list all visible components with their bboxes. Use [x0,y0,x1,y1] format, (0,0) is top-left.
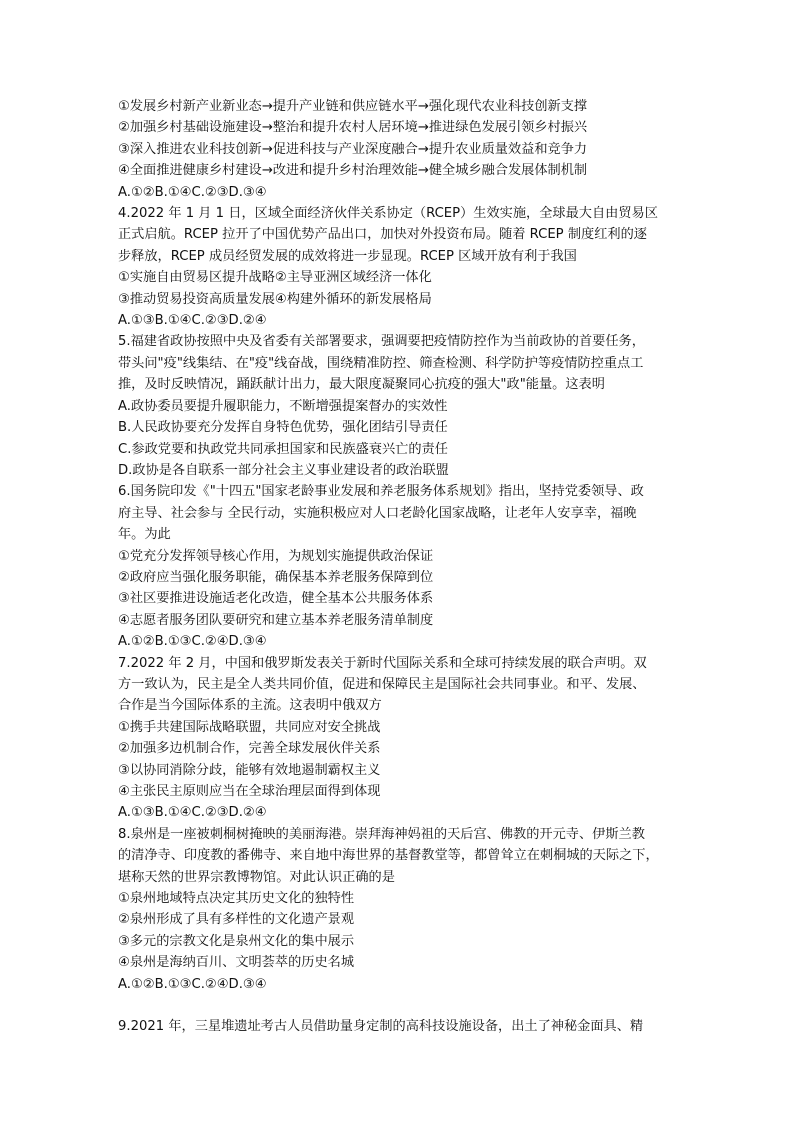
option-line: ④全面推进健康乡村建设→改进和提升乡村治理效能→健全城乡融合发展体制机制 [118,163,588,179]
option-line: ③深入推进农业科技创新→促进科技与产业深度融合→提升农业质量效益和竞争力 [118,141,588,157]
answer-choices: A.①②B.①③C.②④D.③④ [118,976,267,992]
question-8 [118,824,734,995]
question-7 [118,653,734,824]
option-line: D.政协是各自联系一部分社会主义事业建设者的政治联盟 [118,462,449,478]
question-stem-line: 带头问"疫"线集结、在"疫"线奋战，围绕精准防控、筛查检测、科学防护等疫情防控重点工 [118,355,644,371]
question-3-options [118,96,734,203]
option-line: ①泉州地域特点决定其历史文化的独特性 [118,891,355,907]
question-stem-line: 府主导、社会参与 全民行动，实施积极应对人口老龄化国家战略，让老年人安享幸，福晚 [118,505,637,521]
blank-gap [118,995,734,1016]
option-line: ①发展乡村新产业新业态→提升产业链和供应链水平→强化现代农业科技创新支撑 [118,99,588,114]
option-line: C.参政党要和执政党共同承担国家和民族盛衰兴亡的责任 [118,441,448,457]
answer-choices: A.①③B.①④C.②③D.②④ [118,313,267,329]
question-stem-line: 步释放，RCEP 成员经贸发展的成效将进一步显现。RCEP 区域开放有利于我国 [118,248,577,264]
option-line: ①党充分发挥领导核心作用，为规划实施提供政治保证 [118,548,434,564]
question-stem-line: 6.国务院印发《"十四五"国家老龄事业发展和养老服务体系规划》指出，坚持党委领导、政 [118,484,644,500]
question-stem-line: 堪称天然的世界宗教博物馆。对此认识正确的是 [118,869,395,885]
question-stem-line: 7.2022 年 2 月，中国和俄罗斯发表关于新时代国际关系和全球可持续发展的联合声明。双 [118,655,647,671]
option-line: ③以协同消除分歧，能够有效地遏制霸权主义 [118,762,381,778]
answer-choices: A.①②B.①③C.②④D.③④ [118,634,267,650]
option-line: ②政府应当强化服务职能，确保基本养老服务保障到位 [118,569,434,585]
question-stem-line: 方一致认为，民主是全人类共同价值，促进和保障民主是国际社会共同事业。和平、发展、 [118,676,646,692]
question-4 [118,203,734,331]
option-line: ①携手共建国际战略联盟，共同应对安全挑战 [118,719,381,735]
answer-choices: A.①③B.①④C.②③D.②④ [118,805,267,821]
question-stem-line: 年。为此 [118,527,171,543]
option-line: B.人民政协要充分发挥自身特色优势，强化团结引导责任 [118,420,448,436]
option-line: ④主张民主原则应当在全球治理层面得到体现 [118,784,381,799]
question-stem-line: 9.2021 年，三星堆遗址考古人员借助量身定制的高科技设施设备，出土了神秘金面具、精 [118,1019,644,1035]
option-line: ④泉州是海纳百川、文明荟萃的历史名城 [118,955,355,971]
question-stem-line: 正式启航。RCEP 拉开了中国优势产品出口，加快对外投资布局。随着 RCEP 制度红利的逐 [118,227,647,243]
option-line: ②加强多边机制合作，完善全球发展伙伴关系 [118,741,381,757]
option-line: ②加强乡村基础设施建设→整治和提升农村人居环境→推进绿色发展引领乡村振兴 [118,120,588,136]
question-stem-line: 8.泉州是一座被刺桐树掩映的美丽海港。崇拜海神妈祖的天后宫、佛教的开元寺、伊斯兰教 [118,826,645,842]
question-6 [118,481,734,652]
option-line: ③推动贸易投资高质量发展④构建外循环的新发展格局 [118,291,432,307]
question-stem-line: 5.福建省政协按照中央及省委有关部署要求，强调要把疫情防控作为当前政协的首要任务， [118,334,645,350]
question-stem-line: 4.2022 年 1 月 1 日，区域全面经济伙伴关系协定（RCEP）生效实施，全球最大自由贸易区 [118,206,658,222]
answer-choices: A.①②B.①④C.②③D.③④ [118,184,267,200]
question-9 [118,1016,734,1037]
option-line: ②泉州形成了具有多样性的文化遗产景观 [118,912,355,928]
option-line: ③社区要推进设施适老化改造，健全基本公共服务体系 [118,591,434,607]
question-5 [118,331,734,481]
option-line: ③多元的宗教文化是泉州文化的集中展示 [118,933,355,949]
question-stem-line: 推，及时反映情况，踊跃献计出力，最大限度凝聚同心抗疫的强大"政"能量。这表明 [118,377,605,393]
question-stem-line: 合作是当今国际体系的主流。这表明中俄双方 [118,698,382,714]
option-line: ①实施自由贸易区提升战略②主导亚洲区域经济一体化 [118,270,432,286]
question-stem-line: 的清净寺、印度教的番佛寺、来自地中海世界的基督教堂等，都曾耸立在刺桐城的天际之下， [118,848,659,864]
option-line: ④志愿者服务团队要研究和建立基本养老服务清单制度 [118,612,434,628]
option-line: A.政协委员要提升履职能力，不断增强提案督办的实效性 [118,398,448,414]
